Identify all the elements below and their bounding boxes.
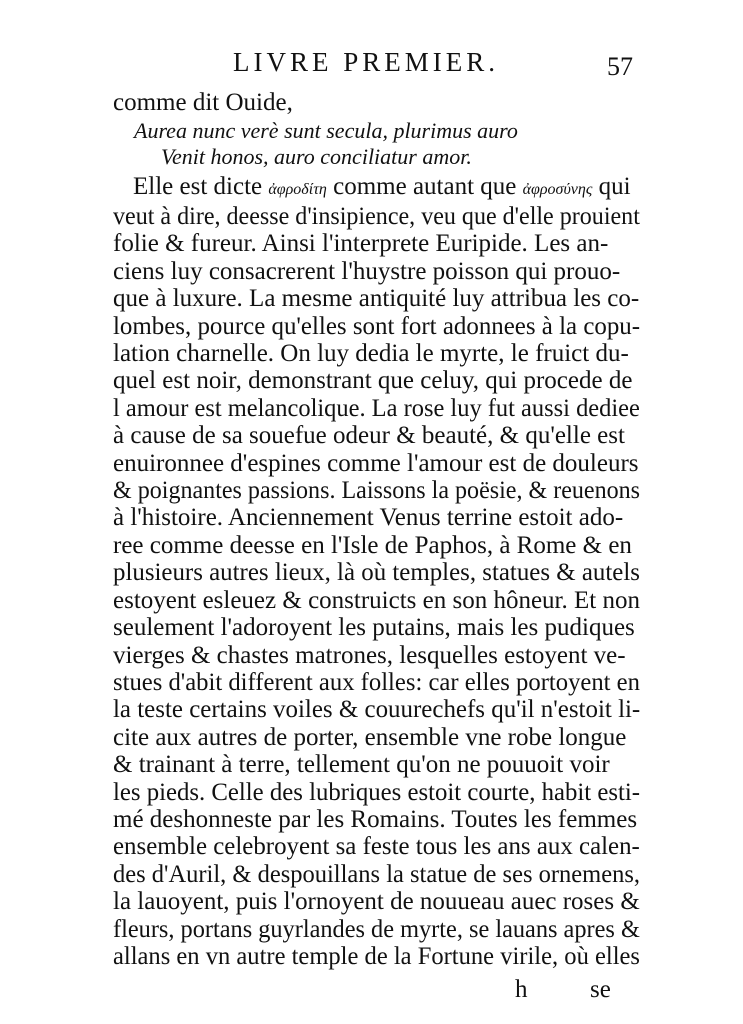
body-line: fleurs, portans guyrlandes de myrte, se lauans apres &	[113, 915, 640, 943]
catchword: se	[590, 976, 611, 1003]
body-line: plusieurs autres lieux, là où temples, statues & autels	[113, 559, 640, 587]
body-line: la teste certains voiles & couurechefs qu'il n'estoit li-	[113, 696, 641, 724]
greek-word: ἀφροδίτη	[268, 181, 327, 198]
body-line: des d'Auril, & despouillans la statue de ses ornemens,	[113, 860, 640, 888]
verse-line-2: Venit honos, auro conciliatur amor.	[161, 144, 472, 169]
body-line: ree comme deesse en l'Isle de Paphos, à Rome & en	[113, 531, 632, 559]
running-title: LIVRE PREMIER.	[233, 47, 500, 77]
text-segment: comme autant que	[326, 173, 523, 200]
body-line: ensemble celebroyent sa feste tous les ans aux calen-	[113, 833, 640, 861]
page-number: 57	[607, 52, 633, 81]
body-line: & poignantes passions. Laissons la poësie, & reuenons	[113, 477, 641, 505]
body-line: mé deshonneste par les Romains. Toutes les femmes	[113, 805, 638, 833]
body-line: veut à dire, deesse d'insipience, veu que d'elle prouient	[113, 203, 640, 230]
body-line: ciens luy consacrerent l'huystre poisson qui prouo-	[113, 257, 621, 285]
body-line: à cause de sa souefue odeur & beauté, & qu'elle est	[113, 422, 625, 450]
intro-line: comme dit Ouide,	[113, 89, 293, 116]
verse-line-1: Aurea nunc verè sunt secula, plurimus auro	[134, 118, 518, 143]
paragraph-first-line	[133, 172, 631, 205]
body-line: & trainant à terre, tellement qu'on ne pouuoit voir	[113, 751, 610, 779]
body-line: enuironnee d'espines comme l'amour est de douleurs	[113, 449, 639, 477]
greek-word: ἀφροσύνης	[522, 181, 593, 198]
body-line: que à luxure. La mesme antiquité luy attribua les co-	[113, 285, 640, 313]
body-line: estoyent esleuez & construicts en son hôneur. Et non	[113, 586, 640, 614]
body-line: l amour est melancolique. La rose luy fut aussi dediee	[113, 394, 640, 422]
body-line: à l'histoire. Anciennement Venus terrine estoit ado-	[113, 504, 624, 532]
body-line: seulement l'adoroyent les putains, mais les pudiques	[113, 614, 635, 642]
body-line: allans en vn autre temple de la Fortune virile, où elles	[113, 943, 640, 970]
signature-mark: h	[515, 976, 528, 1003]
body-line: lombes, pource qu'elles sont fort adonnees à la copu-	[113, 312, 641, 340]
text-segment: Elle est dicte	[133, 173, 269, 200]
body-line: quel est noir, demonstrant que celuy, qui procede de	[113, 367, 633, 395]
body-line: stues d'abit different aux folles: car elles portoyent en	[113, 668, 640, 696]
body-line: les pieds. Celle des lubriques estoit courte, habit esti-	[113, 778, 641, 806]
body-line: lation charnelle. On luy dedia le myrte, le fruict du-	[113, 340, 629, 368]
body-line: folie & fureur. Ainsi l'interprete Euripide. Les an-	[113, 230, 609, 258]
body-line: la lauoyent, puis l'ornoyent de nouueau auec roses &	[113, 888, 640, 916]
body-line: vierges & chastes matrones, lesquelles estoyent ve-	[113, 641, 626, 669]
body-line: cite aux autres de porter, ensemble vne robe longue	[113, 723, 627, 751]
text-segment: qui	[592, 173, 631, 200]
